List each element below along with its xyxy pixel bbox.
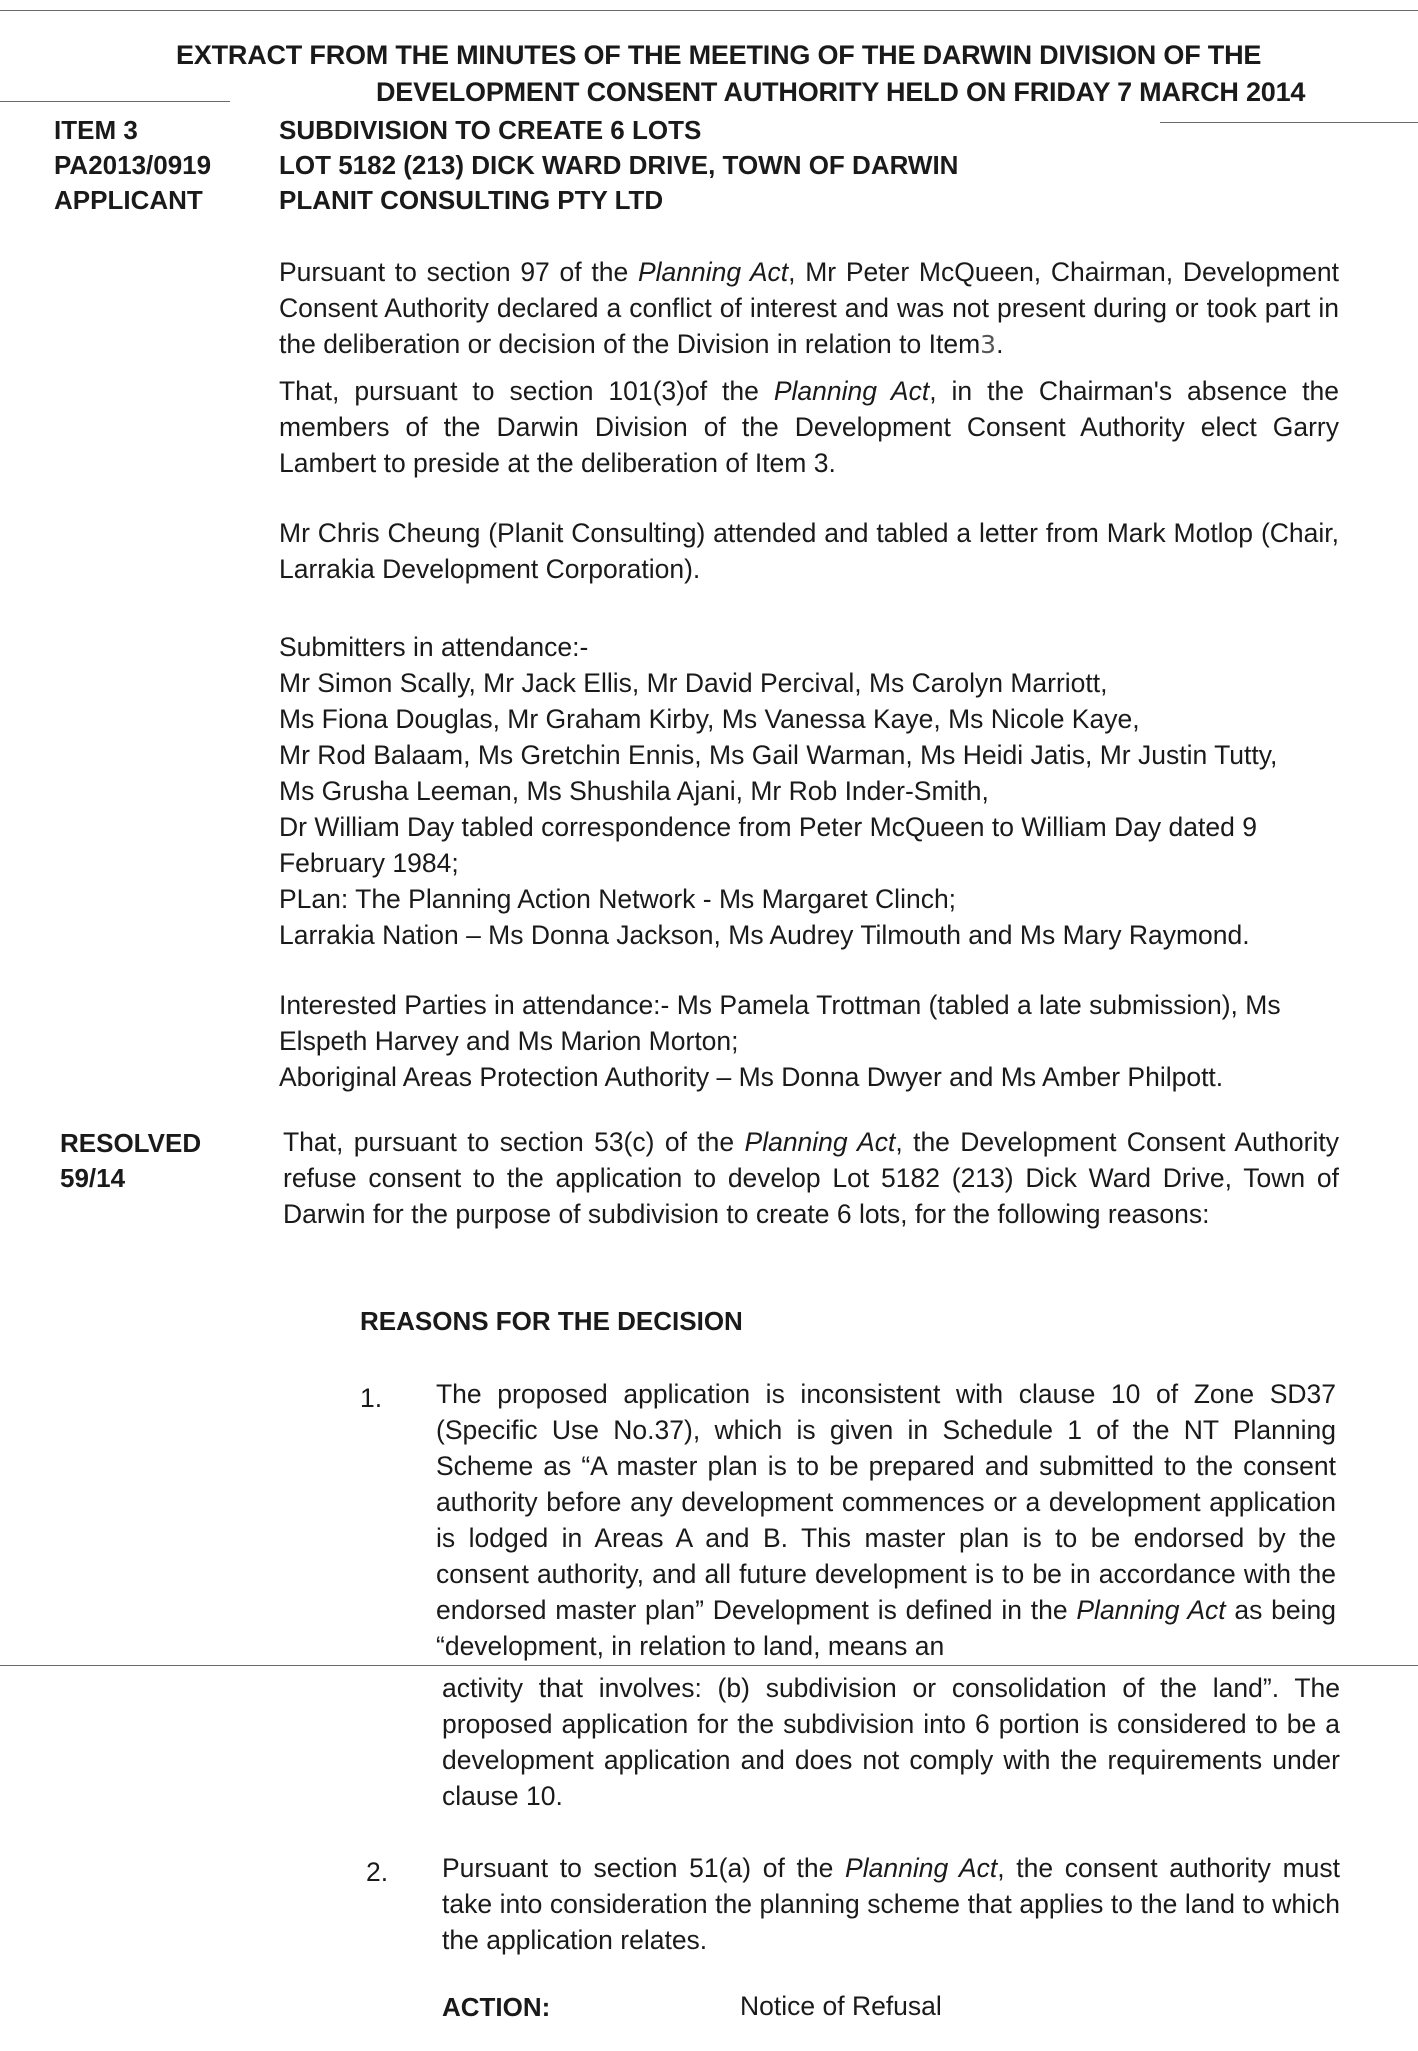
item-value: SUBDIVISION TO CREATE 6 LOTS [279, 115, 702, 145]
applicant-label: APPLICANT [54, 185, 203, 215]
document-title-line2: DEVELOPMENT CONSENT AUTHORITY HELD ON FRIDAY 7 MARCH 2014 [376, 77, 1306, 107]
attendance-paragraph: Mr Chris Cheung (Planit Consulting) attended and tabled a letter from Mark Motlop (Chair, Larrakia Development Corporation). [279, 518, 1339, 584]
resolved-number: 59/14 [60, 1163, 126, 1193]
conflict-paragraph: Pursuant to section 97 of the Planning Act, Mr Peter McQueen, Chairman, Development Consent Authority declared a conflict of interest and was not present during or took part in the deliberation or decision of the Division in relation to Item3. [279, 257, 1340, 359]
handwritten-item-number: 3 [980, 330, 997, 359]
reason-1-continuation: activity that involves: (b) subdivision or consolidation of the land”. The proposed application for the subdivision into 6 portion is considered to be a development application and does not comply with the requirements under clause 10. [442, 1673, 1340, 1811]
pa-label: PA2013/0919 [54, 150, 212, 180]
aboriginal-authority: Aboriginal Areas Protection Authority – Ms Donna Dwyer and Ms Amber Philpott. [279, 1062, 1224, 1092]
body-section [279, 254, 1339, 1095]
interested-parties: Interested Parties in attendance:- Ms Pamela Trottman (tabled a late submission), Ms Elspeth Harvey and Ms Marion Morton; [279, 990, 1281, 1056]
document-title-line1: EXTRACT FROM THE MINUTES OF THE MEETING OF THE DARWIN DIVISION OF THE [176, 40, 1262, 70]
resolved-label: RESOLVED [60, 1128, 202, 1158]
action-value: Notice of Refusal [740, 1991, 942, 2021]
submitters-line: Ms Grusha Leeman, Ms Shushila Ajani, Mr Rob Inder-Smith, [279, 776, 989, 806]
submitters-larrakia: Larrakia Nation – Ms Donna Jackson, Ms Audrey Tilmouth and Ms Mary Raymond. [279, 920, 1250, 950]
reason-2-number: 2. [366, 1857, 389, 1887]
submitters-line: Mr Rod Balaam, Ms Gretchin Ennis, Ms Gail Warman, Ms Heidi Jatis, Mr Justin Tutty, [279, 740, 1278, 770]
planning-act-reference: Planning Act [637, 257, 789, 287]
reason-1-number: 1. [360, 1383, 383, 1413]
submitters-line: Mr Simon Scally, Mr Jack Ellis, Mr David Percival, Ms Carolyn Marriott, [279, 668, 1108, 698]
submitters-plan: PLan: The Planning Action Network - Ms Margaret Clinch; [279, 884, 957, 914]
item-label: ITEM 3 [54, 115, 138, 145]
title-rule-left [0, 101, 230, 102]
action-label: ACTION: [442, 1992, 551, 2022]
resolved-text: That, pursuant to section 53(c) of the Planning Act, the Development Consent Authority refuse consent to the application to develop Lot 5182 (213) Dick Ward Drive, Town of Darwin for the purpose of subdivision to create 6 lots, for the following reasons: [283, 1127, 1339, 1229]
submitters-heading: Submitters in attendance:- [279, 632, 589, 662]
planning-act-reference: Planning Act [845, 1853, 998, 1883]
title-rule-right [1160, 122, 1418, 123]
reasons-heading: REASONS FOR THE DECISION [360, 1306, 743, 1336]
page-join-rule [0, 1665, 1418, 1666]
planning-act-reference: Planning Act [1076, 1595, 1226, 1625]
pa-value: LOT 5182 (213) DICK WARD DRIVE, TOWN OF DARWIN [279, 150, 959, 180]
reason-2-text: Pursuant to section 51(a) of the Planning Act, the consent authority must take into consideration the planning scheme that applies to the land to which the application relates. [442, 1853, 1341, 1955]
preside-paragraph: That, pursuant to section 101(3)of the Planning Act, in the Chairman's absence the members of the Darwin Division of the Development Consent Authority elect Garry Lambert to preside at the deliberation of Item 3. [279, 376, 1340, 478]
planning-act-reference: Planning Act [773, 376, 930, 406]
submitters-day: Dr William Day tabled correspondence from Peter McQueen to William Day dated 9 February 1984; [279, 812, 1257, 878]
submitters-line: Ms Fiona Douglas, Mr Graham Kirby, Ms Vanessa Kaye, Ms Nicole Kaye, [279, 704, 1140, 734]
top-rule [0, 10, 1418, 11]
applicant-value: PLANIT CONSULTING PTY LTD [279, 185, 664, 215]
planning-act-reference: Planning Act [744, 1127, 896, 1157]
reason-1-text: The proposed application is inconsistent with clause 10 of Zone SD37 (Specific Use No.37), which is given in Schedule 1 of the NT Planning Scheme as “A master plan is to be prepared and submitted to the consent authority before any development commences or a development application is lodged in Areas A and B. This master plan is to be endorsed by the consent authority, and all future development is to be in accordance with the endorsed master plan” Development is defined in the Planning Act as being “development, in relation to land, means an [436, 1379, 1337, 1661]
